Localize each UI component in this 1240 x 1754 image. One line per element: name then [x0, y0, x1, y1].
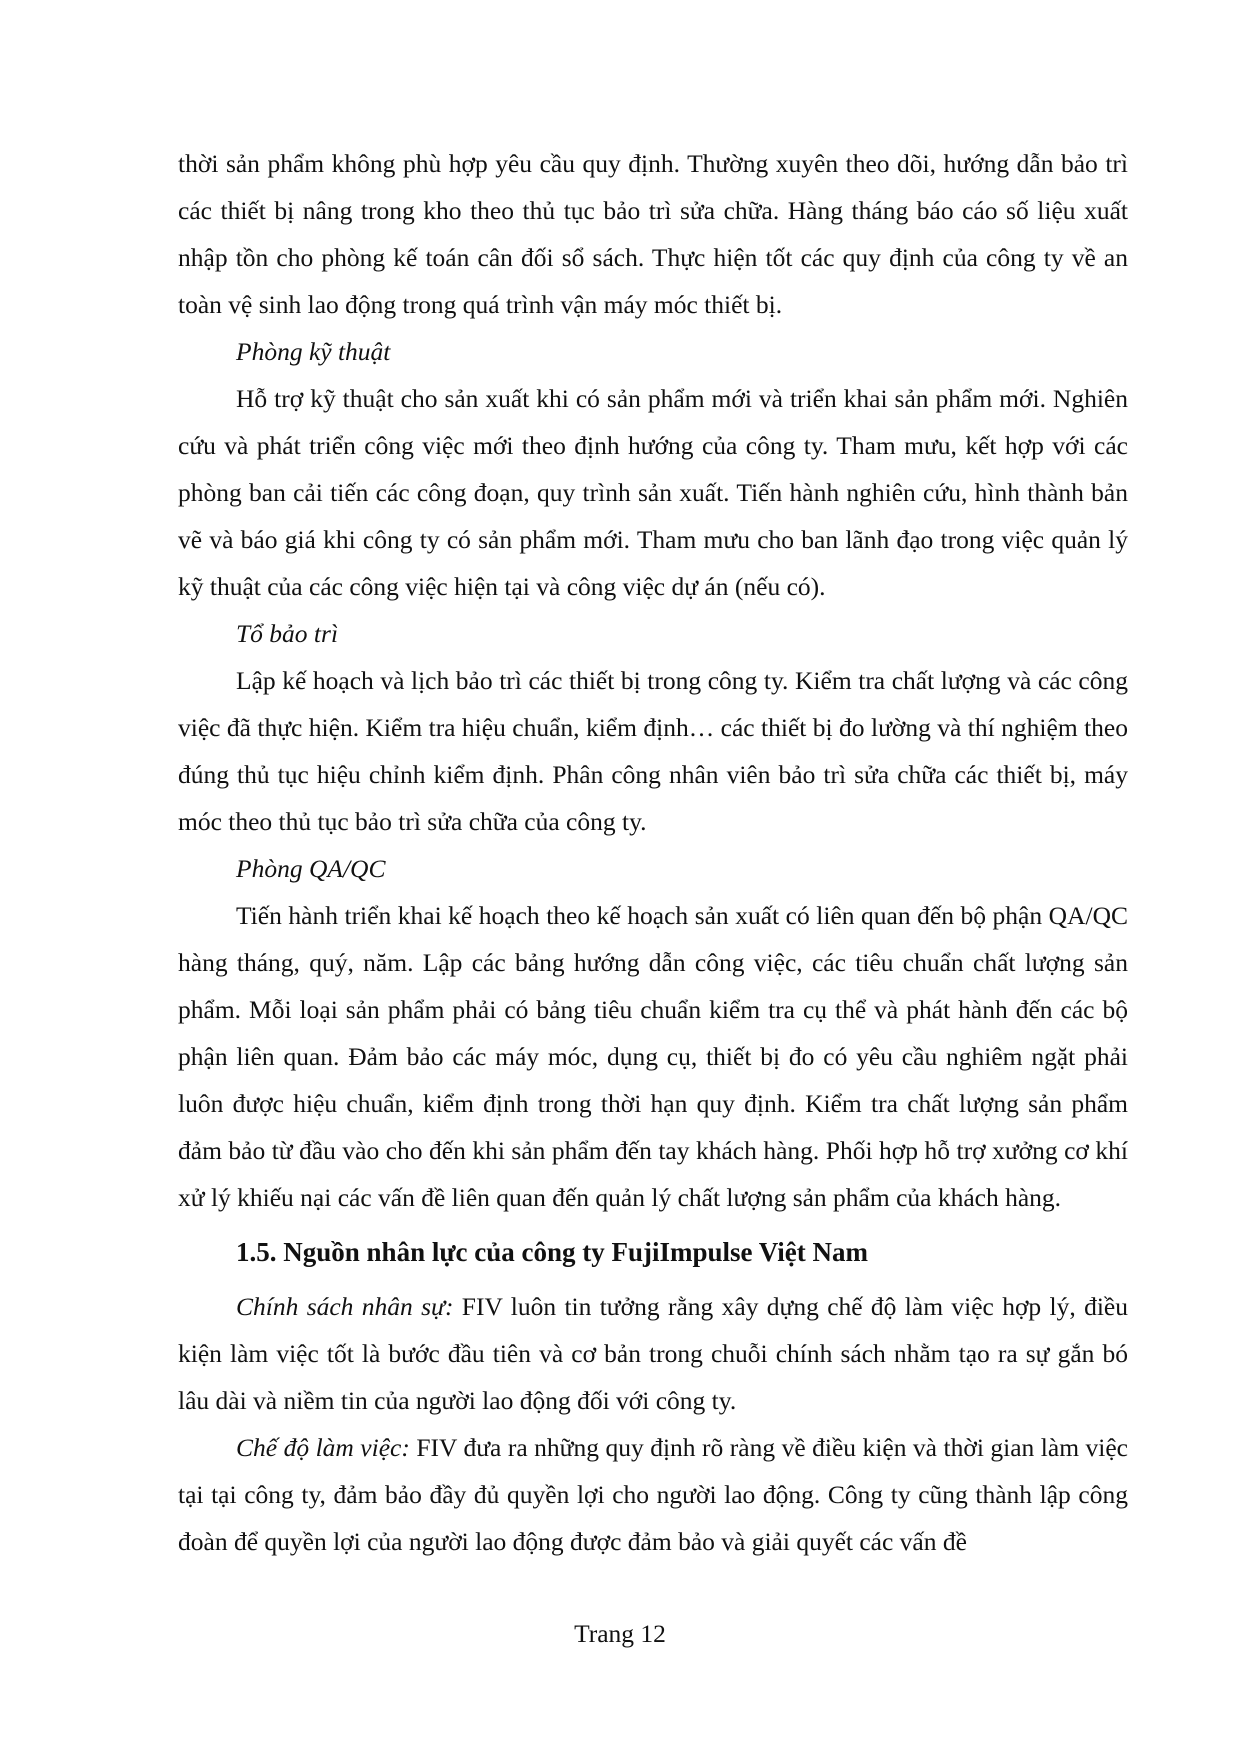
paragraph-hr-policy [178, 1283, 1128, 1424]
paragraph-warehouse-continued: thời sản phẩm không phù hợp yêu cầu quy định. Thường xuyên theo dõi, hướng dẫn bảo trì các thiết bị nâng trong kho theo thủ tục bảo trì sửa chữa. Hàng tháng báo cáo số liệu xuất nhập tồn cho phòng kế toán cân đối sổ sách. Thực hiện tốt các quy định của công ty về an toàn vệ sinh lao động trong quá trình vận máy móc thiết bị. [178, 149, 1128, 319]
paragraph-body-work-regime: FIV đưa ra những quy định rõ ràng về điều kiện và thời gian làm việc tại tại công ty, đảm bảo đầy đủ quyền lợi cho người lao động. Công ty cũng thành lập công đoàn để quyền lợi của người lao động được đảm bảo và giải quyết các vấn đề [178, 1433, 1128, 1556]
paragraph-body-hr-policy: FIV luôn tin tưởng rằng xây dựng chế độ làm việc hợp lý, điều kiện làm việc tốt là bước đầu tiên và cơ bản trong chuỗi chính sách nhằm tạo ra sự gắn bó lâu dài và niềm tin của người lao động đối với công ty. [178, 1292, 1128, 1415]
paragraph-lead-hr-policy: Chính sách nhân sự: [236, 1292, 454, 1321]
page-number: Trang 12 [574, 1619, 666, 1648]
paragraph-qa-qc: Tiến hành triển khai kế hoạch theo kế hoạch sản xuất có liên quan đến bộ phận QA/QC hàng tháng, quý, năm. Lập các bảng hướng dẫn công việc, các tiêu chuẩn chất lượng sản phẩm. Mỗi loại sản phẩm phải có bảng tiêu chuẩn kiểm tra cụ thể và phát hành đến các bộ phận liên quan. Đảm bảo các máy móc, dụng cụ, thiết bị đo có yêu cầu nghiêm ngặt phải luôn được hiệu chuẩn, kiểm định trong thời hạn quy định. Kiểm tra chất lượng sản phẩm đảm bảo từ đầu vào cho đến khi sản phẩm đến tay khách hàng. Phối hợp hỗ trợ xưởng cơ khí xử lý khiếu nại các vấn đề liên quan đến quản lý chất lượng sản phẩm của khách hàng. [178, 901, 1128, 1212]
paragraph-work-regime [178, 1424, 1128, 1565]
paragraph-technical-department: Hỗ trợ kỹ thuật cho sản xuất khi có sản phẩm mới và triển khai sản phẩm mới. Nghiên cứu và phát triển công việc mới theo định hướng của công ty. Tham mưu, kết hợp với các phòng ban cải tiến các công đoạn, quy trình sản xuất. Tiến hành nghiên cứu, hình thành bản vẽ và báo giá khi công ty có sản phẩm mới. Tham mưu cho ban lãnh đạo trong việc quản lý kỹ thuật của các công việc hiện tại và công việc dự án (nếu có). [178, 384, 1128, 601]
section-heading-human-resources: 1.5. Nguồn nhân lực của công ty FujiImpulse Việt Nam [236, 1237, 869, 1267]
paragraph-maintenance-team: Lập kế hoạch và lịch bảo trì các thiết bị trong công ty. Kiểm tra chất lượng và các công việc đã thực hiện. Kiểm tra hiệu chuẩn, kiểm định… các thiết bị đo lường và thí nghiệm theo đúng thủ tục hiệu chỉnh kiểm định. Phân công nhân viên bảo trì sửa chữa các thiết bị, máy móc theo thủ tục bảo trì sửa chữa của công ty. [178, 666, 1128, 836]
page-content [178, 140, 1128, 1565]
subheading-technical-department: Phòng kỹ thuật [236, 337, 391, 366]
paragraph-lead-work-regime: Chế độ làm việc: [236, 1433, 410, 1462]
subheading-qa-qc: Phòng QA/QC [236, 854, 386, 883]
subheading-maintenance-team: Tổ bảo trì [236, 619, 339, 648]
